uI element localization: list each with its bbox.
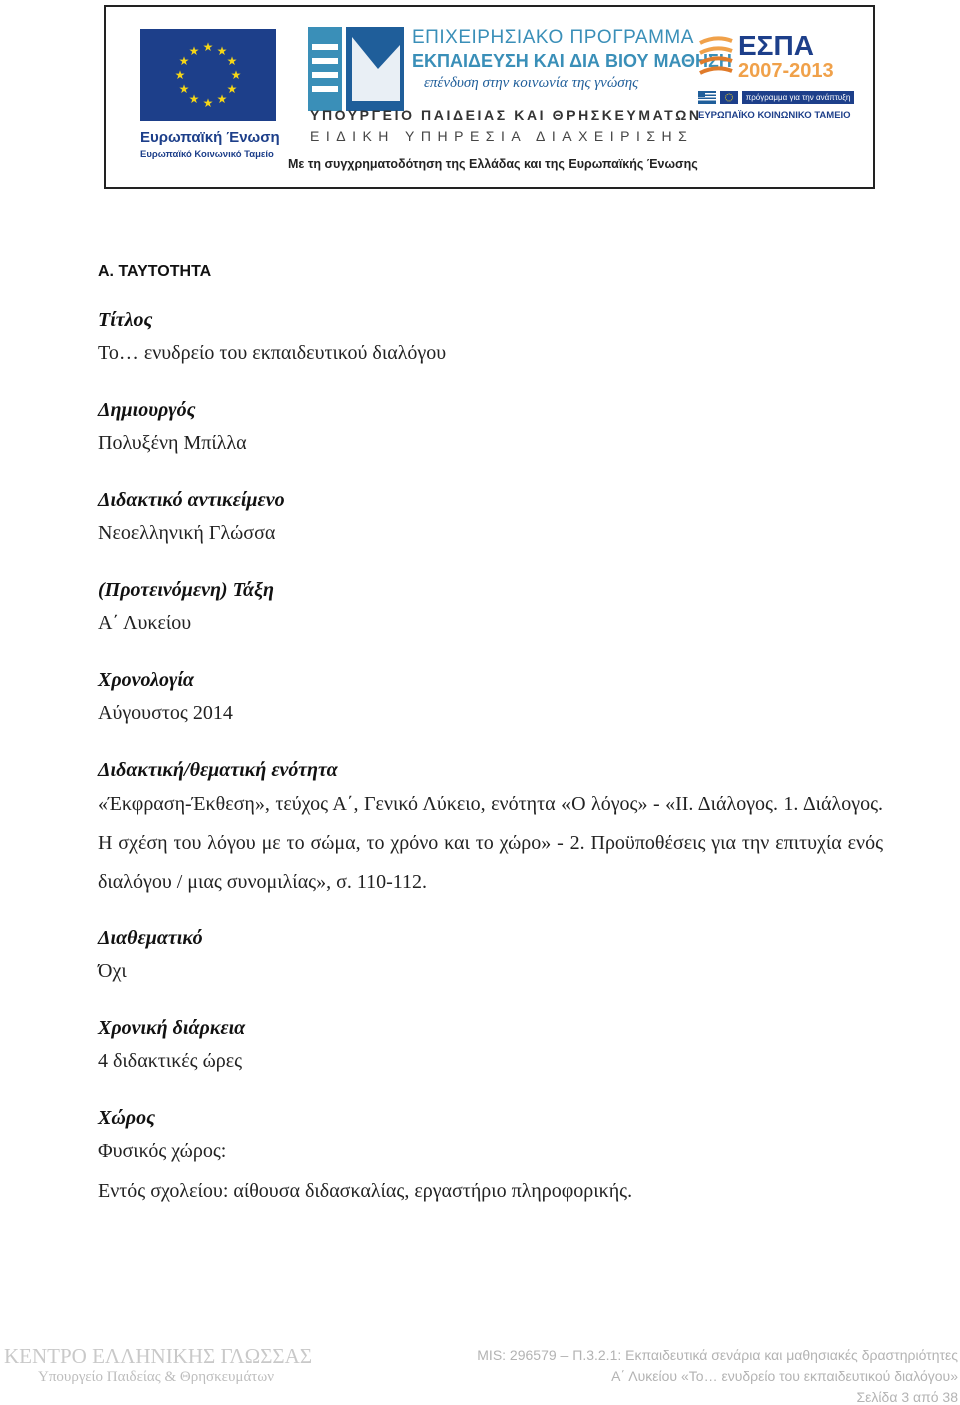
espa-logo-icon <box>698 29 858 79</box>
footer-org-ministry: Υπουργείο Παιδείας & Θρησκευμάτων <box>38 1369 274 1385</box>
eu-flag-icon <box>140 29 276 121</box>
svg-text:★: ★ <box>174 68 186 82</box>
svg-text:★: ★ <box>216 44 228 58</box>
ministry-name: ΥΠΟΥΡΓΕΙΟ ΠΑΙΔΕΙΑΣ ΚΑΙ ΘΡΗΣΚΕΥΜΑΤΩΝ <box>310 107 702 123</box>
greek-eu-flags-icon <box>698 91 738 104</box>
creator-value: Πολυξένη Μπίλλα <box>98 432 247 454</box>
class-value: Α΄ Λυκείου <box>98 612 192 634</box>
eu-fund-label: Ευρωπαϊκό Κοινωνικό Ταμείο <box>140 149 274 160</box>
space-value-school: Εντός σχολείου: αίθουσα διδασκαλίας, εργαστήριο πληροφορικής. <box>98 1180 633 1202</box>
svg-text:★: ★ <box>188 92 200 106</box>
footer-scenario-line: Α΄ Λυκείου «Το… ενυδρείο του εκπαιδευτικού διαλόγου» <box>611 1368 958 1384</box>
date-value: Αύγουστος 2014 <box>98 702 233 724</box>
lifelong-learning-logo-icon <box>308 27 404 111</box>
creator-label: Δημιουργός <box>98 399 196 421</box>
subject-value: Νεοελληνική Γλώσσα <box>98 522 276 544</box>
section-title: Α. ΤΑΥΤΟΤΗΤΑ <box>98 263 212 280</box>
svg-text:★: ★ <box>202 96 214 110</box>
footer-page-number: Σελίδα 3 από 38 <box>856 1389 958 1405</box>
svg-text:★: ★ <box>230 68 242 82</box>
cross-curricular-value: Όχι <box>98 960 127 982</box>
unit-label: Διδακτική/θεματική ενότητα <box>98 759 338 781</box>
programme-line-1: ΕΠΙΧΕΙΡΗΣΙΑΚΟ ΠΡΟΓΡΑΜΜΑ <box>412 27 694 48</box>
managing-authority: ΕΙΔΙΚΗ ΥΠΗΡΕΣΙΑ ΔΙΑΧΕΙΡΙΣΗΣ <box>310 128 694 144</box>
duration-value: 4 διδακτικές ώρες <box>98 1050 243 1072</box>
unit-value: «Έκφραση-Έκθεση», τεύχος Α΄, Γενικό Λύκειο, ενότητα «Ο λόγος» - «ΙΙ. Διάλογος. 1. Διάλογος. Η σχέση του λόγου με το σώμα, το χρόνο και το χώρο» - 2. Προϋποθέσεις για την επιτυχία ενός διαλόγου / μιας συνομιλίας», σ. 110-112. <box>98 793 883 893</box>
svg-text:★: ★ <box>202 40 214 54</box>
space-label: Χώρος <box>98 1107 156 1129</box>
cofunding-statement: Με τη συγχρηματοδότηση της Ελλάδας και της Ευρωπαϊκής Ένωσης <box>288 157 698 171</box>
space-value-physical: Φυσικός χώρος: <box>98 1140 227 1162</box>
programme-slogan: επένδυση στην κοινωνία της γνώσης <box>424 75 639 91</box>
footer-org-name: ΚΕΝΤΡΟ ΕΛΛΗΝΙΚΗΣ ΓΛΩΣΣΑΣ <box>4 1344 313 1368</box>
footer-project-line: MIS: 296579 – Π.3.2.1: Εκπαιδευτικά σενάρια και μαθησιακές δραστηριότητες <box>477 1347 958 1363</box>
svg-text:★: ★ <box>178 54 190 68</box>
espa-tagline: πρόγραμμα για την ανάπτυξη <box>742 91 854 104</box>
eu-label: Ευρωπαϊκή Ένωση <box>140 129 280 146</box>
svg-text:★: ★ <box>178 82 190 96</box>
svg-text:★: ★ <box>216 92 228 106</box>
date-label: Χρονολογία <box>98 669 194 691</box>
header-banner <box>104 5 875 189</box>
svg-text:★: ★ <box>188 44 200 58</box>
svg-text:★: ★ <box>226 54 238 68</box>
svg-text:★: ★ <box>226 82 238 96</box>
espa-fund-label: ΕΥΡΩΠΑΪΚΟ ΚΟΙΝΩΝΙΚΟ ΤΑΜΕΙΟ <box>698 110 851 121</box>
subject-label: Διδακτικό αντικείμενο <box>98 489 285 511</box>
programme-line-2: ΕΚΠΑΙΔΕΥΣΗ ΚΑΙ ΔΙΑ ΒΙΟΥ ΜΑΘΗΣΗ <box>412 51 732 71</box>
title-value: Το… ενυδρείο του εκπαιδευτικού διαλόγου <box>98 342 447 364</box>
duration-label: Χρονική διάρκεια <box>98 1017 246 1039</box>
cross-curricular-label: Διαθεματικό <box>98 927 203 949</box>
espa-title: ΕΣΠΑ <box>738 30 814 61</box>
espa-years: 2007-2013 <box>738 60 834 79</box>
class-label: (Προτεινόμενη) Τάξη <box>98 579 275 601</box>
title-label: Τίτλος <box>98 309 153 331</box>
